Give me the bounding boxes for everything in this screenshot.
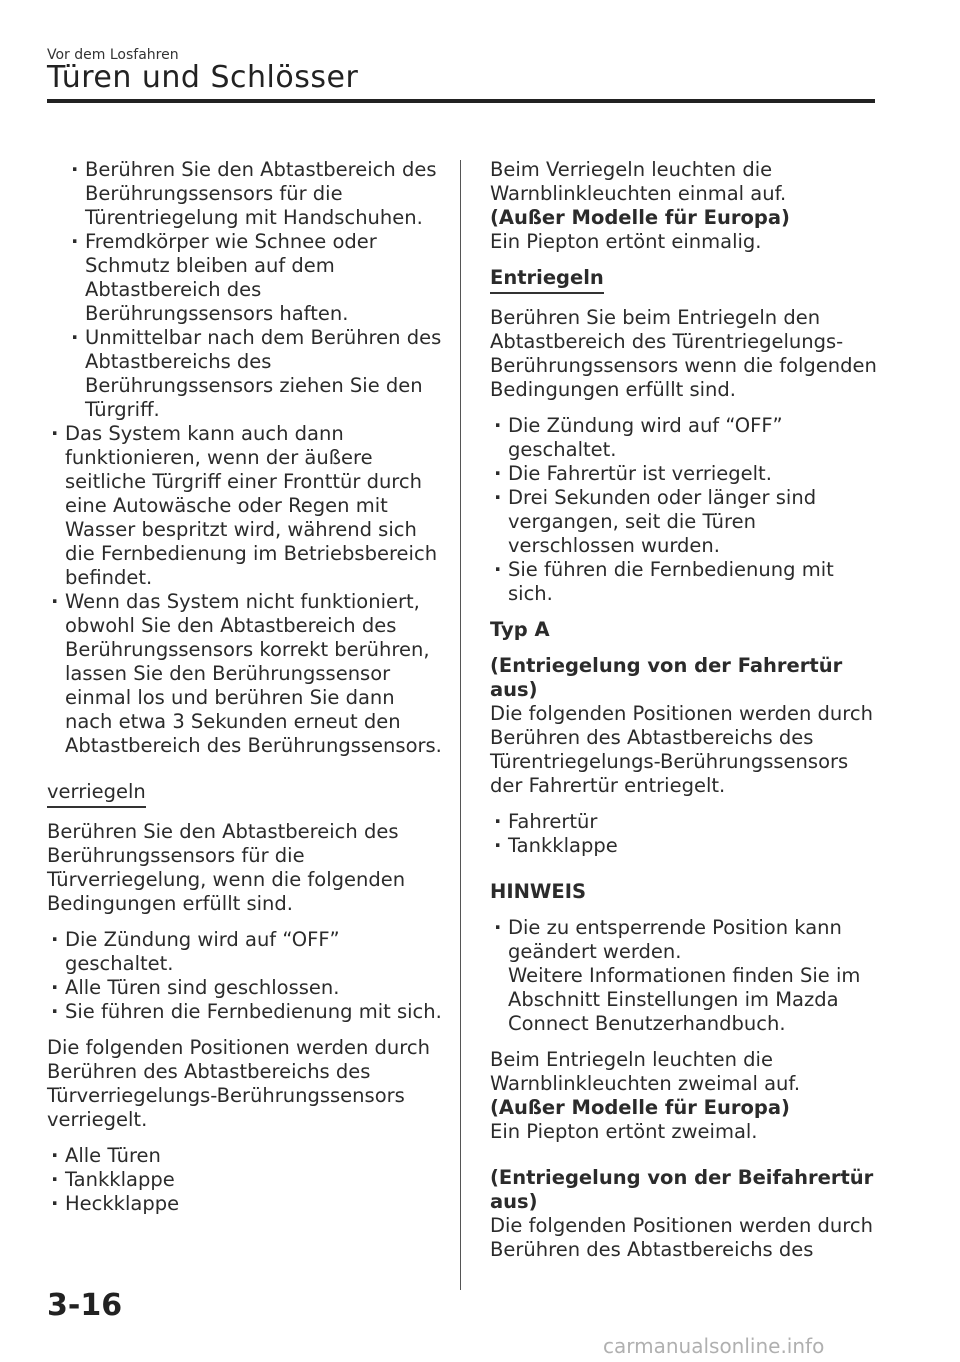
lock-positions-intro: Die folgenden Positionen werden durch Berühren des Abtastbereichs des Türverriegelungs-Berührungssensors verriegelt.: [47, 1036, 430, 1131]
heading-lock: verriegeln: [47, 780, 146, 808]
driver-heading: (Entriegelung von der Fahrertür aus): [490, 654, 843, 701]
list-item: · Sie führen die Fernbedienung mit sich.: [47, 1000, 442, 1024]
page-title: Türen und Schlösser: [47, 60, 359, 95]
driver-intro: Die folgenden Positionen werden durch Berühren des Abtastbereichs des Türentriegelungs-Berührungssensors der Fahrertür entriegelt.: [490, 702, 873, 797]
right-column: [490, 158, 882, 1262]
list-item: · Alle Türen sind geschlossen.: [47, 976, 442, 1000]
left-column: [47, 158, 442, 1216]
unlock-intro: Berühren Sie beim Entriegeln den Abtastbereich des Türentriegelungs-Berührungssensors wenn die folgenden Bedingungen erfüllt sind.: [490, 306, 877, 401]
list-item: · Heckklappe: [47, 1192, 442, 1216]
note-block: [490, 916, 882, 1036]
list-item: · Tankklappe: [47, 1168, 442, 1192]
unlock-conditions: [490, 414, 882, 606]
sub-bullet: · Unmittelbar nach dem Berühren des Abtastbereichs des Berührungssensors ziehen Sie den Türgriff.: [47, 326, 442, 422]
list-item: · Die Fahrertür ist verriegelt.: [490, 462, 882, 486]
unlock-light: Beim Entriegeln leuchten die Warnblinkleuchten zweimal auf.: [490, 1048, 801, 1095]
lock-intro: Berühren Sie den Abtastbereich des Berührungssensors für die Türverriegelung, wenn die folgenden Bedingungen erfüllt sind.: [47, 820, 406, 915]
passenger-intro: Die folgenden Positionen werden durch Berühren des Abtastbereichs des: [490, 1214, 873, 1261]
note-more: Weitere Informationen finden Sie im Abschnitt Einstellungen im Mazda Connect Benutzerhandbuch.: [508, 964, 861, 1035]
note-bullet: · Die zu entsperrende Position kann geändert werden.: [490, 916, 882, 964]
heading-unlock: Entriegeln: [490, 266, 604, 294]
page-number: 3-16: [47, 1288, 123, 1323]
bullet-no-function: · Wenn das System nicht funktioniert, obwohl Sie den Abtastbereich des Berührungssensors korrekt berühren, lassen Sie den Berührungssensor einmal los und berühren Sie dann nach etwa 3 Sekunden erneut den Abtastbereich des Berührungssensors.: [47, 590, 442, 758]
lock-positions: [47, 1144, 442, 1216]
list-item: · Tankklappe: [490, 834, 882, 858]
lock-heading-wrap: [47, 780, 442, 808]
list-item: · Alle Türen: [47, 1144, 442, 1168]
header-rule: [47, 99, 875, 103]
passenger-heading: (Entriegelung von der Beifahrertür aus): [490, 1166, 874, 1213]
bullet-system: · Das System kann auch dann funktionieren, wenn der äußere seitliche Türgriff einer Fronttür durch eine Autowäsche oder Regen mit Wasser bespritzt wird, während sich die Fernbedienung im Betriebsbereich befindet.: [47, 422, 442, 590]
lock-conditions: [47, 928, 442, 1024]
lock-light: Beim Verriegeln leuchten die Warnblinkleuchten einmal auf.: [490, 158, 787, 205]
column-divider: [460, 160, 461, 1290]
beep-once: Ein Piepton ertönt einmalig.: [490, 230, 762, 253]
type-a-heading: Typ A: [490, 618, 550, 641]
except-europe: (Außer Modelle für Europa): [490, 206, 790, 229]
list-item: · Fahrertür: [490, 810, 882, 834]
except-europe: (Außer Modelle für Europa): [490, 1096, 790, 1119]
sub-bullet: · Fremdkörper wie Schnee oder Schmutz bleiben auf dem Abtastbereich des Berührungssensors haften.: [47, 230, 442, 326]
driver-positions: [490, 810, 882, 858]
watermark: carmanualsonline.info: [603, 1334, 825, 1358]
list-item: · Sie führen die Fernbedienung mit sich.: [490, 558, 882, 606]
list-item: · Drei Sekunden oder länger sind vergangen, seit die Türen verschlossen wurden.: [490, 486, 882, 558]
unlock-heading-wrap: [490, 266, 882, 294]
beep-twice: Ein Piepton ertönt zweimal.: [490, 1120, 758, 1143]
note-heading: HINWEIS: [490, 880, 587, 903]
sub-bullet: · Berühren Sie den Abtastbereich des Berührungssensors für die Türentriegelung mit Handschuhen.: [47, 158, 442, 230]
list-item: · Die Zündung wird auf “OFF” geschaltet.: [490, 414, 882, 462]
list-item: · Die Zündung wird auf “OFF” geschaltet.: [47, 928, 442, 976]
header-section: Vor dem Losfahren: [47, 47, 179, 63]
